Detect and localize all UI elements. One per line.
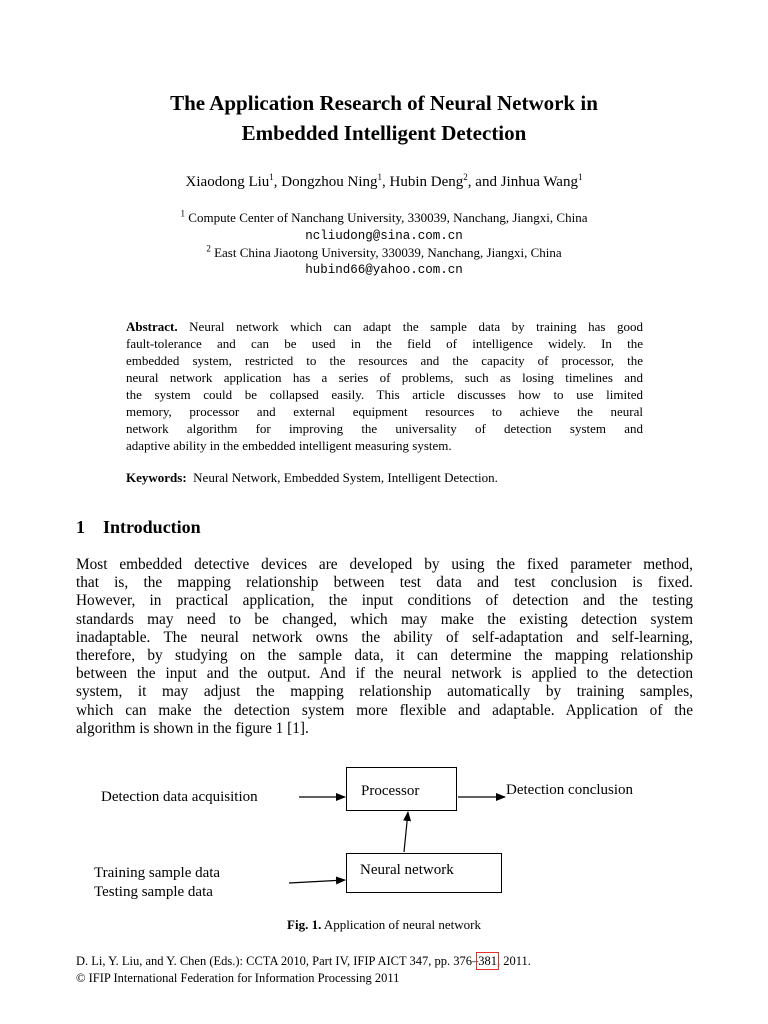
- keywords: [126, 470, 498, 486]
- testing-label: Testing sample data: [94, 884, 213, 900]
- processor-label: Processor: [361, 783, 420, 799]
- figure-caption: [0, 917, 768, 933]
- author-affiliation-mark: 1: [377, 172, 383, 182]
- body-line: therefore, by studying on the sample data, it can determine the mapping relationship: [76, 647, 693, 665]
- author-affiliation-mark: 1: [577, 172, 583, 182]
- body-line: which can make the detection system more flexible and adaptable. Application of the: [76, 701, 693, 719]
- affiliation-2-email: hubind66@yahoo.com.cn: [305, 263, 463, 277]
- author-name: Jinhua Wang: [500, 174, 578, 190]
- author-name: Hubin Deng: [389, 174, 464, 190]
- paper-title: [0, 88, 768, 148]
- abstract-line-text: Neural network which can adapt the sample data by training has good: [189, 319, 643, 334]
- keywords-label: Keywords:: [126, 470, 187, 485]
- affiliation-number: 2: [206, 243, 211, 254]
- neural-network-label: Neural network: [360, 862, 454, 878]
- author-name: Xiaodong Liu: [185, 174, 270, 190]
- title-line-1: The Application Research of Neural Network in: [170, 91, 598, 115]
- affiliation-text: Compute Center of Nanchang University, 330039, Nanchang, Jiangxi, China: [188, 210, 588, 225]
- abstract-line: fault-tolerance and can be used in the field of intelligence widely. In the: [126, 336, 643, 351]
- abstract-line: adaptive ability in the embedded intelligent measuring system.: [126, 438, 452, 453]
- abstract-line: neural network application has a series of problems, such as losing timelines and: [126, 370, 643, 385]
- author-list: [0, 174, 768, 191]
- body-line: inadaptable. The neural network owns the ability of self-adaptation and self-learning,: [76, 628, 693, 646]
- input-label: Detection data acquisition: [101, 789, 258, 805]
- neural-network-box: [346, 853, 502, 893]
- author-affiliation-mark: 2: [463, 172, 468, 182]
- processor-box: [346, 767, 457, 811]
- abstract-line: embedded system, restricted to the resources and the capacity of processor, the: [126, 353, 643, 368]
- title-line-2: Embedded Intelligent Detection: [241, 121, 527, 145]
- citation-line: [76, 954, 531, 969]
- body-line: standards may need to be changed, which may make the existing detection system: [76, 610, 693, 628]
- affiliation-2: [0, 245, 768, 261]
- intro-paragraph: [76, 556, 693, 738]
- abstract-line: memory, processor and external equipment resources to achieve the neural: [126, 404, 643, 419]
- author-separator: ,: [382, 174, 390, 190]
- abstract: [126, 318, 643, 454]
- author-separator: , and: [467, 174, 501, 190]
- affiliation-text: East China Jiaotong University, 330039, Nanchang, Jiangxi, China: [214, 245, 562, 260]
- arrow-nn-to-processor: [404, 812, 408, 852]
- body-line: system, it may adjust the mapping relationship automatically by training samples,: [76, 683, 693, 701]
- author-separator: ,: [273, 174, 282, 190]
- body-line: However, in practical application, the input conditions of detection and the testing: [76, 592, 693, 610]
- abstract-label: Abstract.: [126, 319, 178, 334]
- page-range-highlight: 381: [478, 954, 498, 968]
- citation-prefix: D. Li, Y. Liu, and Y. Chen (Eds.): CCTA 2010, Part IV, IFIP AICT 347, pp. 376–: [76, 954, 479, 968]
- output-label: Detection conclusion: [506, 782, 634, 798]
- body-line: between the input and the output. And if the neural network is applied to the detection: [76, 665, 693, 683]
- section-heading: [76, 517, 201, 538]
- training-label: Training sample data: [94, 865, 221, 881]
- body-line: algorithm is shown in the figure 1 [1].: [76, 719, 309, 737]
- figure-1: [0, 760, 768, 910]
- copyright-line: © IFIP International Federation for Information Processing 2011: [76, 971, 400, 985]
- body-line: that is, the mapping relationship between test data and test conclusion is fixed.: [76, 574, 693, 592]
- abstract-line: the system could be collapsed easily. This article discusses how to use limited: [126, 387, 643, 402]
- body-line: Most embedded detective devices are developed by using the fixed parameter method,: [76, 556, 693, 573]
- arrow-samples-to-nn: [289, 880, 345, 883]
- caption-text: Application of neural network: [323, 917, 481, 932]
- section-title: Introduction: [103, 517, 201, 537]
- affiliation-number: 1: [180, 208, 186, 219]
- author-name: Dongzhou Ning: [281, 174, 378, 190]
- citation-suffix: , 2011.: [497, 954, 531, 968]
- abstract-line: [126, 318, 643, 335]
- caption-label: Fig. 1.: [287, 917, 322, 932]
- affiliation-1-email: ncliudong@sina.com.cn: [305, 229, 463, 243]
- abstract-line: network algorithm for improving the universality of detection system and: [126, 421, 643, 436]
- section-number: 1: [76, 517, 85, 537]
- author-affiliation-mark: 1: [269, 172, 274, 182]
- affiliation-1: [0, 210, 768, 226]
- keywords-text: Neural Network, Embedded System, Intelligent Detection.: [193, 470, 498, 485]
